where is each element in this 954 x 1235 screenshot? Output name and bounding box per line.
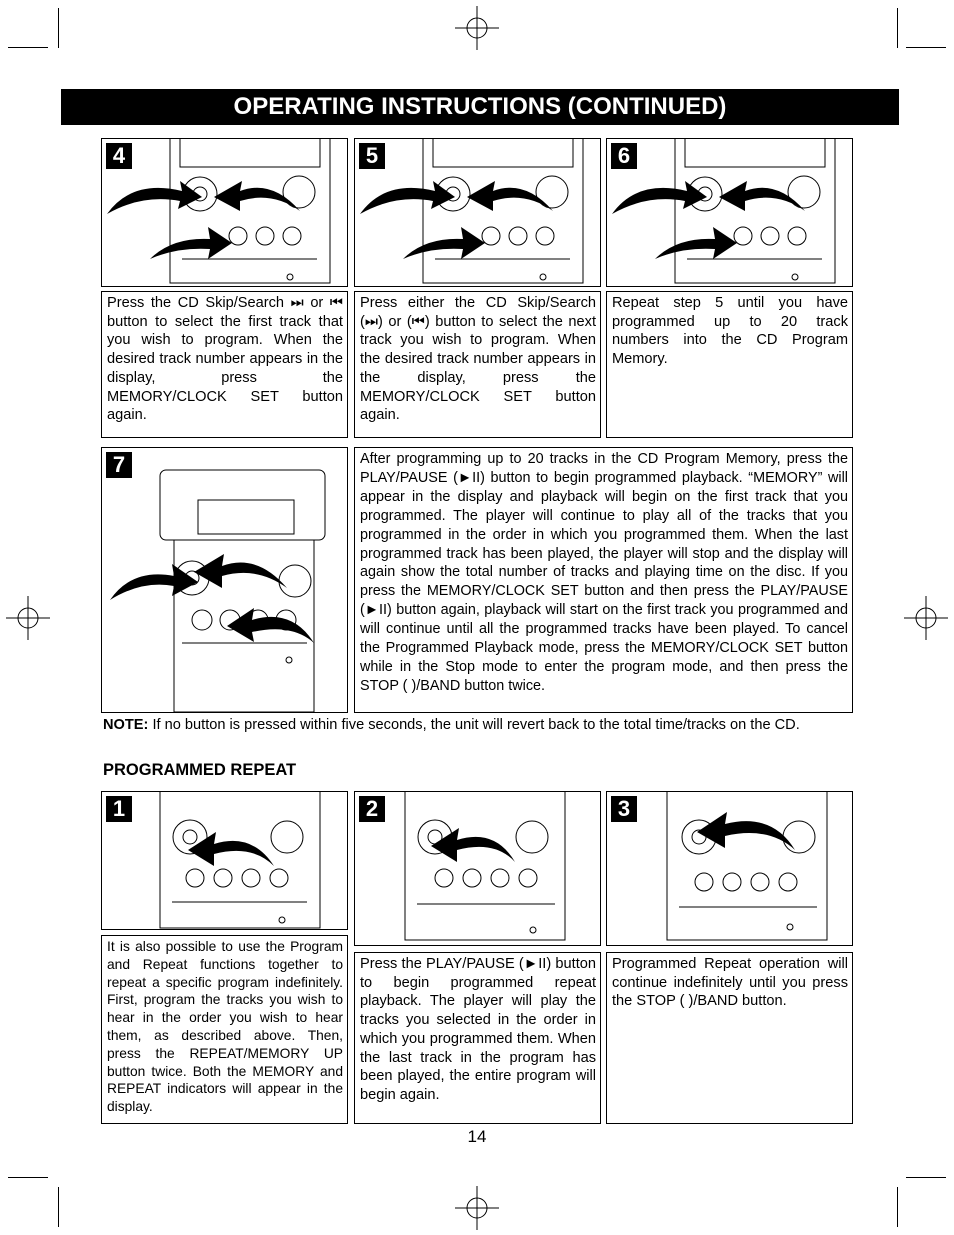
cd-player-illustration bbox=[607, 792, 853, 946]
crop-mark bbox=[58, 1187, 59, 1227]
page-title: OPERATING INSTRUCTIONS (CONTINUED) bbox=[61, 89, 899, 125]
cd-player-illustration bbox=[355, 792, 601, 946]
step-7-illustration bbox=[101, 447, 348, 713]
step-number: 1 bbox=[106, 796, 132, 822]
registration-mark-icon bbox=[455, 6, 499, 50]
section-title: PROGRAMMED REPEAT bbox=[103, 761, 297, 779]
step-5-illustration bbox=[354, 138, 601, 287]
step-4-text: Press the CD Skip/Search ⏭ or ⏮ button to select the first track that you wish to program. When the desired track number appears in the display, press the MEMORY/CLOCK SET button again. bbox=[101, 291, 348, 438]
registration-mark-icon bbox=[6, 596, 50, 640]
step-number: 7 bbox=[106, 452, 132, 478]
cd-player-illustration bbox=[607, 139, 853, 287]
page-number: 14 bbox=[467, 1127, 487, 1146]
registration-mark-icon bbox=[904, 596, 948, 640]
cd-player-illustration bbox=[355, 139, 601, 287]
crop-mark bbox=[906, 1177, 946, 1178]
step-5-text: Press either the CD Skip/Search (⏭) or (⏮) button to select the next track you wish to program. When the desired track number appears in the display, press the MEMORY/CLOCK SET button again. bbox=[354, 291, 601, 438]
crop-mark bbox=[906, 47, 946, 48]
crop-mark bbox=[8, 1177, 48, 1178]
repeat-step-3-text: Programmed Repeat operation will continue indefinitely until you press the STOP ( )/BAND button. bbox=[606, 952, 853, 1124]
repeat-step-3-illustration bbox=[606, 791, 853, 946]
note-text: If no button is pressed within five seconds, the unit will revert back to the total time/tracks on the CD. bbox=[148, 717, 800, 733]
step-4-illustration bbox=[101, 138, 348, 287]
step-6-illustration bbox=[606, 138, 853, 287]
step-6-text: Repeat step 5 until you have programmed up to 20 track numbers into the CD Program Memory. bbox=[606, 291, 853, 438]
cd-player-illustration bbox=[102, 448, 348, 713]
repeat-step-1-text: It is also possible to use the Program and Repeat functions together to repeat a specific program indefinitely. First, program the tracks you wish to hear in the order you wish to hear them, as described above. Then, press the REPEAT/MEMORY UP button twice. Both the MEMORY and REPEAT indicators will appear in the display. bbox=[101, 935, 348, 1124]
cd-player-illustration bbox=[102, 792, 348, 930]
note-label: NOTE: bbox=[103, 717, 149, 733]
step-7-text: After programming up to 20 tracks in the CD Program Memory, press the PLAY/PAUSE (►II) button to begin programmed playback. “MEMORY” will appear in the display and playback will begin on the first track that you programmed. The player will continue to play all of the tracks that you programmed in the order in which you programmed them. When the last programmed track has been played, the player will stop and the display will again show the total number of tracks and playing time on the disc. If you press the MEMORY/CLOCK SET button and then press the PLAY/PAUSE (►II) button again, playback will start on the first track you programmed and will continue until all the programmed tracks have been played. To cancel the Programmed Playback mode, press the MEMORY/CLOCK SET button while in the Stop mode to enter the program mode, and then press the STOP ( )/BAND button twice. bbox=[354, 447, 853, 713]
crop-mark bbox=[58, 8, 59, 48]
step-number: 3 bbox=[611, 796, 637, 822]
repeat-step-1-illustration bbox=[101, 791, 348, 930]
repeat-step-2-text: Press the PLAY/PAUSE (►II) button to begin programmed repeat playback. The player will play the tracks you selected in the order in which you programmed them. When the last track in the program has been played, the entire program will begin again. bbox=[354, 952, 601, 1124]
step-number: 5 bbox=[359, 143, 385, 169]
step-number: 6 bbox=[611, 143, 637, 169]
cd-player-illustration bbox=[102, 139, 348, 287]
repeat-step-2-illustration bbox=[354, 791, 601, 946]
note bbox=[103, 716, 800, 734]
crop-mark bbox=[897, 8, 898, 48]
registration-mark-icon bbox=[455, 1186, 499, 1230]
step-number: 2 bbox=[359, 796, 385, 822]
step-number: 4 bbox=[106, 143, 132, 169]
crop-mark bbox=[897, 1187, 898, 1227]
crop-mark bbox=[8, 47, 48, 48]
